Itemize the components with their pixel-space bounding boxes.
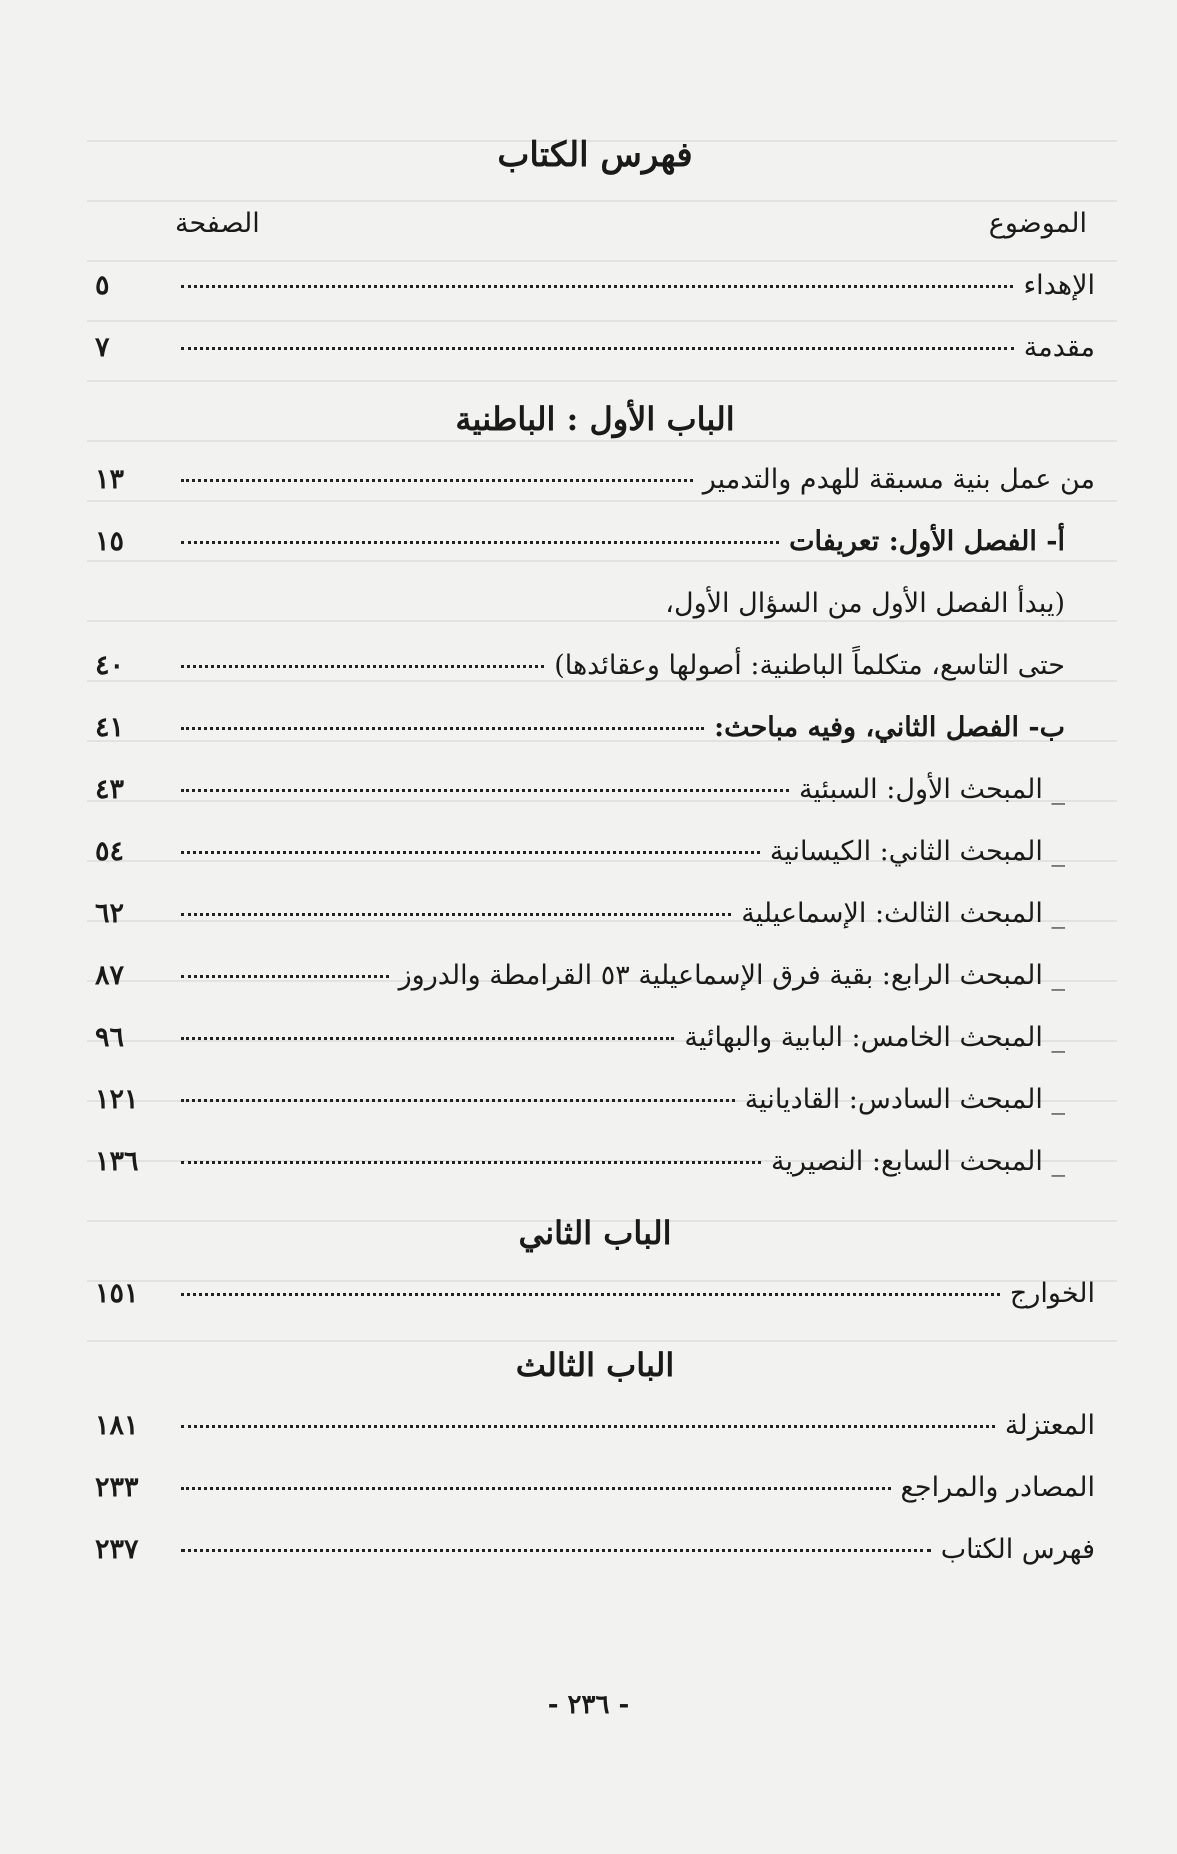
leader-dots [181, 347, 1014, 350]
entry-topic: من عمل بنية مسبقة للهدم والتدمير [702, 464, 1095, 495]
toc-entry-dedication[interactable] [95, 255, 1095, 317]
entry-page: ٦٢ [95, 898, 125, 929]
leader-dots [181, 1037, 674, 1040]
entry-page: ٤٠ [95, 650, 125, 681]
leader-dots [181, 1549, 931, 1552]
part3-title: الباب الثالث [515, 1346, 675, 1384]
page-number: - ٢٣٦ - [547, 1690, 630, 1720]
toc-entry-chapter2[interactable] [95, 697, 1095, 759]
entry-topic: أ- الفصل الأول: تعريفات [789, 526, 1065, 557]
entry-page: ١٣٦ [95, 1146, 139, 1177]
toc-entry-section[interactable] [95, 759, 1095, 821]
entry-page: ٢٣٧ [95, 1534, 139, 1565]
leader-dots [181, 1487, 891, 1490]
entry-topic: (يبدأ الفصل الأول من السؤال الأول، [665, 588, 1065, 619]
entry-page: ١٣ [95, 464, 125, 495]
entry-page: ١٥١ [95, 1278, 139, 1309]
toc-entry-index[interactable] [95, 1519, 1095, 1581]
leader-dots [181, 1425, 995, 1428]
entry-topic: الخوارج [1009, 1278, 1095, 1309]
toc-entry-section[interactable] [95, 945, 1095, 1007]
part2-title: الباب الثاني [518, 1214, 672, 1252]
entry-page: ٩٦ [95, 1022, 125, 1053]
leader-dots [181, 789, 789, 792]
entry-topic: _ المبحث الخامس: البابية والبهائية [684, 1022, 1065, 1053]
entry-topic: مقدمة [1023, 332, 1095, 363]
entry-topic: _ المبحث الرابع: بقية فرق الإسماعيلية ٥٣ القرامطة والدروز [398, 960, 1065, 991]
toc-entry-section[interactable] [95, 883, 1095, 945]
toc-entry-note-line [95, 573, 1095, 635]
entry-topic: المعتزلة [1004, 1410, 1095, 1441]
leader-dots [181, 285, 1013, 288]
entry-page: ٤٣ [95, 774, 125, 805]
toc-entry-introduction[interactable] [95, 317, 1095, 379]
entry-topic: حتى التاسع، متكلماً الباطنية: أصولها وعقائدها) [554, 650, 1065, 681]
entry-page: ١٢١ [95, 1084, 139, 1115]
entry-page: ٥ [95, 270, 110, 301]
topic-column-header: الموضوع [988, 208, 1087, 239]
toc-entry-mutazila[interactable] [95, 1395, 1095, 1457]
entry-page: ٨٧ [95, 960, 125, 991]
page-title: فهرس الكتاب [497, 135, 693, 175]
toc-entry-sources[interactable] [95, 1457, 1095, 1519]
entry-topic: _ المبحث الأول: السبئية [798, 774, 1065, 805]
toc-entry-section[interactable] [95, 1007, 1095, 1069]
leader-dots [181, 727, 704, 730]
toc-entry-section[interactable] [95, 821, 1095, 883]
entry-page: ١٨١ [95, 1410, 139, 1441]
page-column-header: الصفحة [175, 208, 260, 239]
part1-title: الباب الأول : الباطنية [455, 400, 735, 438]
leader-dots [181, 1161, 761, 1164]
leader-dots [181, 479, 693, 482]
entry-page: ٧ [95, 332, 110, 363]
entry-topic: الإهداء [1023, 270, 1095, 301]
toc-entry-section[interactable] [95, 1131, 1095, 1193]
leader-dots [181, 665, 544, 668]
leader-dots [181, 1293, 1000, 1296]
entry-page: ٢٣٣ [95, 1472, 139, 1503]
toc-entry[interactable] [95, 449, 1095, 511]
column-headers [95, 193, 1095, 255]
toc-entry-chapter1[interactable] [95, 511, 1095, 573]
entry-page: ٤١ [95, 712, 125, 743]
entry-topic: فهرس الكتاب [940, 1534, 1095, 1565]
leader-dots [181, 851, 760, 854]
leader-dots [181, 1099, 735, 1102]
table-of-contents [95, 125, 1095, 1581]
entry-page: ٥٤ [95, 836, 125, 867]
entry-topic: _ المبحث السادس: القاديانية [744, 1084, 1065, 1115]
leader-dots [181, 975, 389, 978]
entry-topic: _ المبحث السابع: النصيرية [770, 1146, 1065, 1177]
entry-topic: _ المبحث الثاني: الكيسانية [769, 836, 1065, 867]
leader-dots [181, 913, 731, 916]
toc-entry[interactable] [95, 635, 1095, 697]
entry-topic: ب- الفصل الثاني، وفيه مباحث: [714, 712, 1065, 743]
toc-entry-section[interactable] [95, 1069, 1095, 1131]
entry-page: ١٥ [95, 526, 125, 557]
toc-entry-kharijites[interactable] [95, 1263, 1095, 1325]
entry-topic: المصادر والمراجع [900, 1472, 1095, 1503]
entry-topic: _ المبحث الثالث: الإسماعيلية [741, 898, 1065, 929]
leader-dots [181, 541, 779, 544]
